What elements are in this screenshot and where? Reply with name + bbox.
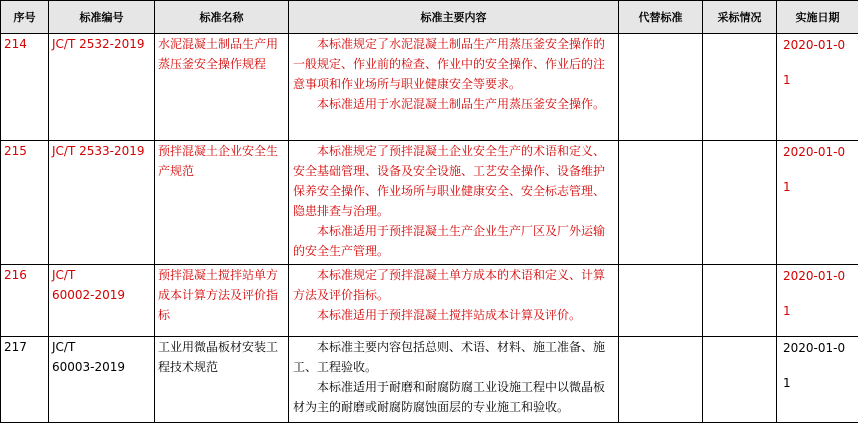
cell-code	[49, 34, 155, 141]
row-name: 工业用微晶板材安装工程技术规范	[158, 340, 279, 374]
header-name: 标准名称	[155, 1, 289, 34]
row-date-line1: 2020-01-0	[783, 38, 846, 52]
cell-replaced	[619, 265, 703, 337]
header-content: 标准主要内容	[289, 1, 619, 34]
row-name: 预拌混凝土企业安全生产规范	[158, 144, 279, 178]
table-row	[1, 34, 858, 141]
cell-code	[49, 337, 155, 423]
cell-code	[49, 265, 155, 337]
row-date-line2: 1	[783, 180, 791, 194]
cell-name	[155, 265, 289, 337]
table-row	[1, 337, 858, 423]
table-row	[1, 141, 858, 265]
row-no: 217	[4, 340, 27, 354]
cell-content	[289, 265, 619, 337]
cell-date	[777, 265, 858, 337]
cell-content	[289, 141, 619, 265]
row-code-line2: 60002-2019	[52, 288, 126, 302]
cell-date	[777, 141, 858, 265]
row-content-para: 本标准适用于预拌混凝土生产企业生产厂区及厂外运输的安全生产管理。	[293, 224, 606, 258]
row-date-line1: 2020-01-0	[783, 269, 846, 283]
row-code: JC/T 2532-2019	[52, 37, 145, 51]
cell-no	[1, 337, 49, 423]
row-date-line2: 1	[783, 73, 791, 87]
cell-adoption	[703, 34, 777, 141]
row-code: JC/T 2533-2019	[52, 144, 145, 158]
cell-date	[777, 34, 858, 141]
row-content-para: 本标准适用于预拌混凝土搅拌站成本计算及评价。	[317, 308, 582, 322]
cell-adoption	[703, 141, 777, 265]
header-replaced: 代替标准	[619, 1, 703, 34]
row-code-line1: JC/T	[52, 340, 76, 354]
row-content-para: 本标准规定了预拌混凝土单方成本的术语和定义、计算方法及评价指标。	[293, 268, 606, 302]
cell-no	[1, 265, 49, 337]
header-code: 标准编号	[49, 1, 155, 34]
cell-name	[155, 34, 289, 141]
cell-replaced	[619, 337, 703, 423]
cell-no	[1, 34, 49, 141]
row-content-para: 本标准适用于水泥混凝土制品生产用蒸压釜安全操作。	[317, 97, 606, 111]
table-row	[1, 265, 858, 337]
row-content-para: 本标准规定了预拌混凝土企业安全生产的术语和定义、安全基础管理、设备及安全设施、工艺安全操作、设备维护保养安全操作、作业场所与职业健康安全、安全标志管理、隐患排查与治理。	[293, 144, 606, 218]
row-code-line2: 60003-2019	[52, 360, 126, 374]
row-code-line1: JC/T	[52, 268, 76, 282]
row-content-para: 本标准主要内容包括总则、术语、材料、施工准备、施工、工程验收。	[293, 340, 606, 374]
row-content-para: 本标准规定了水泥混凝土制品生产用蒸压釜安全操作的一般规定、作业前的检查、作业中的安全操作、作业后的注意事项和作业场所与职业健康安全等要求。	[293, 37, 606, 91]
row-name: 水泥混凝土制品生产用蒸压釜安全操作规程	[158, 37, 279, 71]
row-no: 214	[4, 37, 27, 51]
row-date-line1: 2020-01-0	[783, 145, 846, 159]
row-no: 215	[4, 144, 27, 158]
cell-adoption	[703, 337, 777, 423]
row-date-line2: 1	[783, 376, 791, 390]
header-adoption: 采标情况	[703, 1, 777, 34]
cell-code	[49, 141, 155, 265]
row-no: 216	[4, 268, 27, 282]
cell-date	[777, 337, 858, 423]
row-date-line1: 2020-01-0	[783, 341, 846, 355]
row-content-para: 本标准适用于耐磨和耐腐防腐工业设施工程中以微晶板材为主的耐磨或耐腐防腐蚀面层的专业施工和验收。	[293, 380, 606, 414]
header-date: 实施日期	[777, 1, 858, 34]
row-name: 预拌混凝土搅拌站单方成本计算方法及评价指标	[158, 268, 279, 322]
cell-adoption	[703, 265, 777, 337]
cell-content	[289, 34, 619, 141]
cell-content	[289, 337, 619, 423]
cell-replaced	[619, 34, 703, 141]
cell-name	[155, 337, 289, 423]
header-row	[1, 1, 858, 34]
header-no: 序号	[1, 1, 49, 34]
cell-no	[1, 141, 49, 265]
row-date-line2: 1	[783, 304, 791, 318]
cell-name	[155, 141, 289, 265]
cell-replaced	[619, 141, 703, 265]
